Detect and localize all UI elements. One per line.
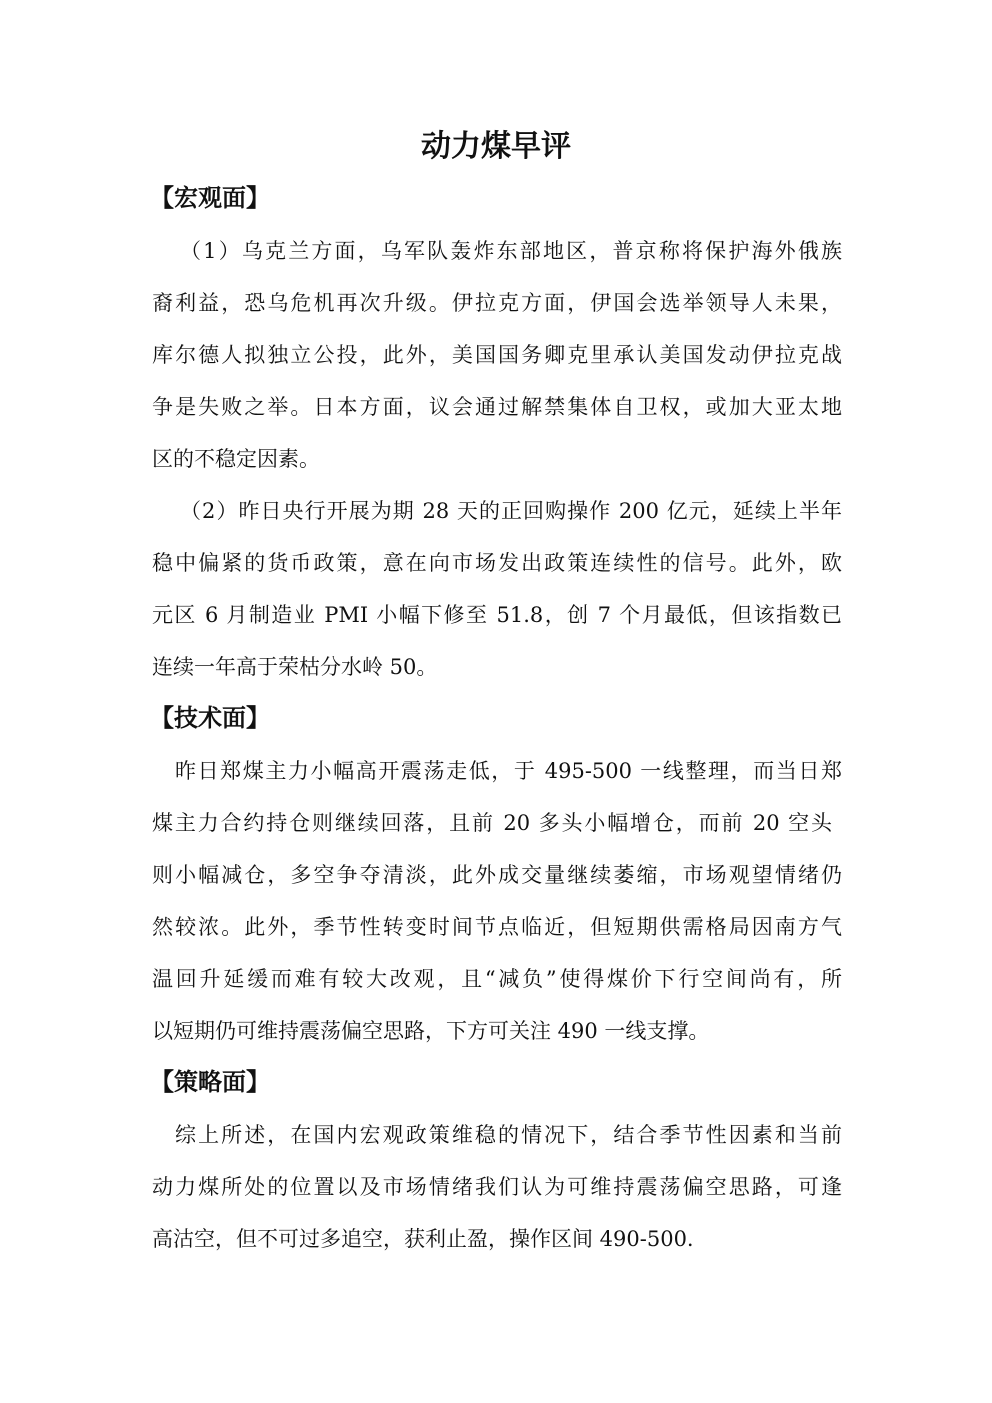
paragraph-line: 温回升延缓而难有较大改观，且“减负”使得煤价下行空间尚有，所 bbox=[152, 967, 842, 991]
paragraph-line: 昨日郑煤主力小幅高开震荡走低，于 495-500 一线整理，而当日郑 bbox=[175, 759, 842, 783]
section-heading-macro: 【宏观面】 bbox=[150, 184, 270, 212]
document-title: 动力煤早评 bbox=[421, 129, 571, 164]
section-heading-technical: 【技术面】 bbox=[150, 704, 270, 732]
paragraph-line: 元区 6 月制造业 PMI 小幅下修至 51.8，创 7 个月最低，但该指数已 bbox=[152, 603, 842, 627]
paragraph-line: 煤主力合约持仓则继续回落，且前 20 多头小幅增仓，而前 20 空头 bbox=[152, 811, 832, 835]
paragraph-line: 裔利益，恐乌危机再次升级。伊拉克方面，伊国会选举领导人未果， bbox=[152, 291, 842, 315]
paragraph-line: 稳中偏紧的货币政策，意在向市场发出政策连续性的信号。此外，欧 bbox=[152, 551, 842, 575]
paragraph-line: 区的不稳定因素。 bbox=[152, 447, 320, 471]
paragraph-line: 然较浓。此外，季节性转变时间节点临近，但短期供需格局因南方气 bbox=[152, 915, 842, 939]
paragraph-line: （2）昨日央行开展为期 28 天的正回购操作 200 亿元，延续上半年 bbox=[180, 499, 842, 523]
paragraph-line: 库尔德人拟独立公投，此外，美国国务卿克里承认美国发动伊拉克战 bbox=[152, 343, 842, 367]
paragraph-line: 综上所述，在国内宏观政策维稳的情况下，结合季节性因素和当前 bbox=[175, 1123, 842, 1147]
paragraph-line: 连续一年高于荣枯分水岭 50。 bbox=[152, 655, 438, 679]
paragraph-line: 动力煤所处的位置以及市场情绪我们认为可维持震荡偏空思路，可逢 bbox=[152, 1175, 842, 1199]
paragraph-line: 高沽空，但不可过多追空，获利止盈，操作区间 490-500. bbox=[152, 1227, 694, 1251]
paragraph-line: 争是失败之举。日本方面，议会通过解禁集体自卫权，或加大亚太地 bbox=[152, 395, 842, 419]
paragraph-line: 以短期仍可维持震荡偏空思路，下方可关注 490 一线支撑。 bbox=[152, 1019, 710, 1043]
paragraph-line: （1）乌克兰方面，乌军队轰炸东部地区，普京称将保护海外俄族 bbox=[180, 239, 842, 263]
section-heading-strategy: 【策略面】 bbox=[150, 1068, 270, 1096]
paragraph-line: 则小幅减仓，多空争夺清淡，此外成交量继续萎缩，市场观望情绪仍 bbox=[152, 863, 842, 887]
